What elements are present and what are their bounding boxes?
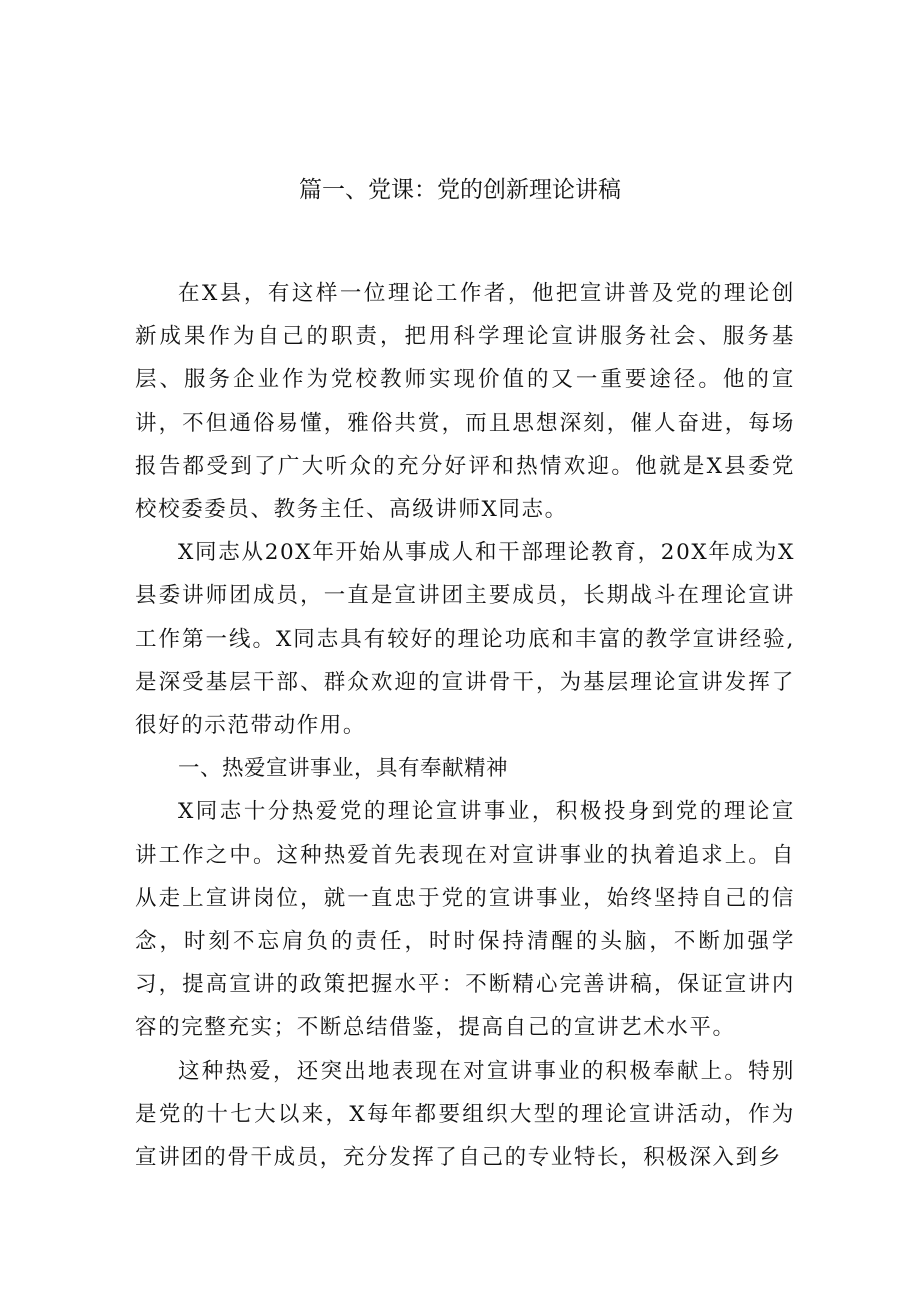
section-heading: 一、热爱宣讲事业，具有奉献精神 (178, 756, 509, 782)
document-title: 篇一、党课：党的创新理论讲稿 (299, 177, 621, 203)
paragraph-intro: 在X县，有这样一位理论工作者，他把宣讲普及党的理论创新成果作为自己的职责，把用科学理论宣讲服务社会、服务基层、服务企业作为党校教师实现价值的又一重要途径。他的宣讲，不但通俗易懂，雅俗共赏，而且思想深刻，催人奋进，每场报告都受到了广大听众的充分好评和热情欢迎。他就是X县委党校校委委员、教务主任、高级讲师X同志。 (135, 281, 795, 523)
paragraph-contribution: 这种热爱，还突出地表现在对宣讲事业的积极奉献上。特别是党的十七大以来，X每年都要组织大型的理论宣讲活动，作为宣讲团的骨干成员，充分发挥了自己的专业特长，积极深入到乡 (135, 1058, 795, 1171)
paragraph-background: X同志从20X年开始从事成人和干部理论教育，20X年成为X县委讲师团成员，一直是宣讲团主要成员，长期战斗在理论宣讲工作第一线。X同志具有较好的理论功底和丰富的教学宣讲经验,是深受基层干部、群众欢迎的宣讲骨干，为基层理论宣讲发挥了很好的示范带动作用。 (135, 540, 795, 739)
paragraph-dedication: X同志十分热爱党的理论宣讲事业，积极投身到党的理论宣讲工作之中。这种热爱首先表现在对宣讲事业的执着追求上。自从走上宣讲岗位，就一直忠于党的宣讲事业，始终坚持自己的信念，时刻不忘肩负的责任，时时保持清醒的头脑，不断加强学习，提高宣讲的政策把握水平：不断精心完善讲稿，保证宣讲内容的完整充实；不断总结借鉴，提高自己的宣讲艺术水平。 (135, 799, 795, 1041)
document-body (135, 272, 795, 1179)
